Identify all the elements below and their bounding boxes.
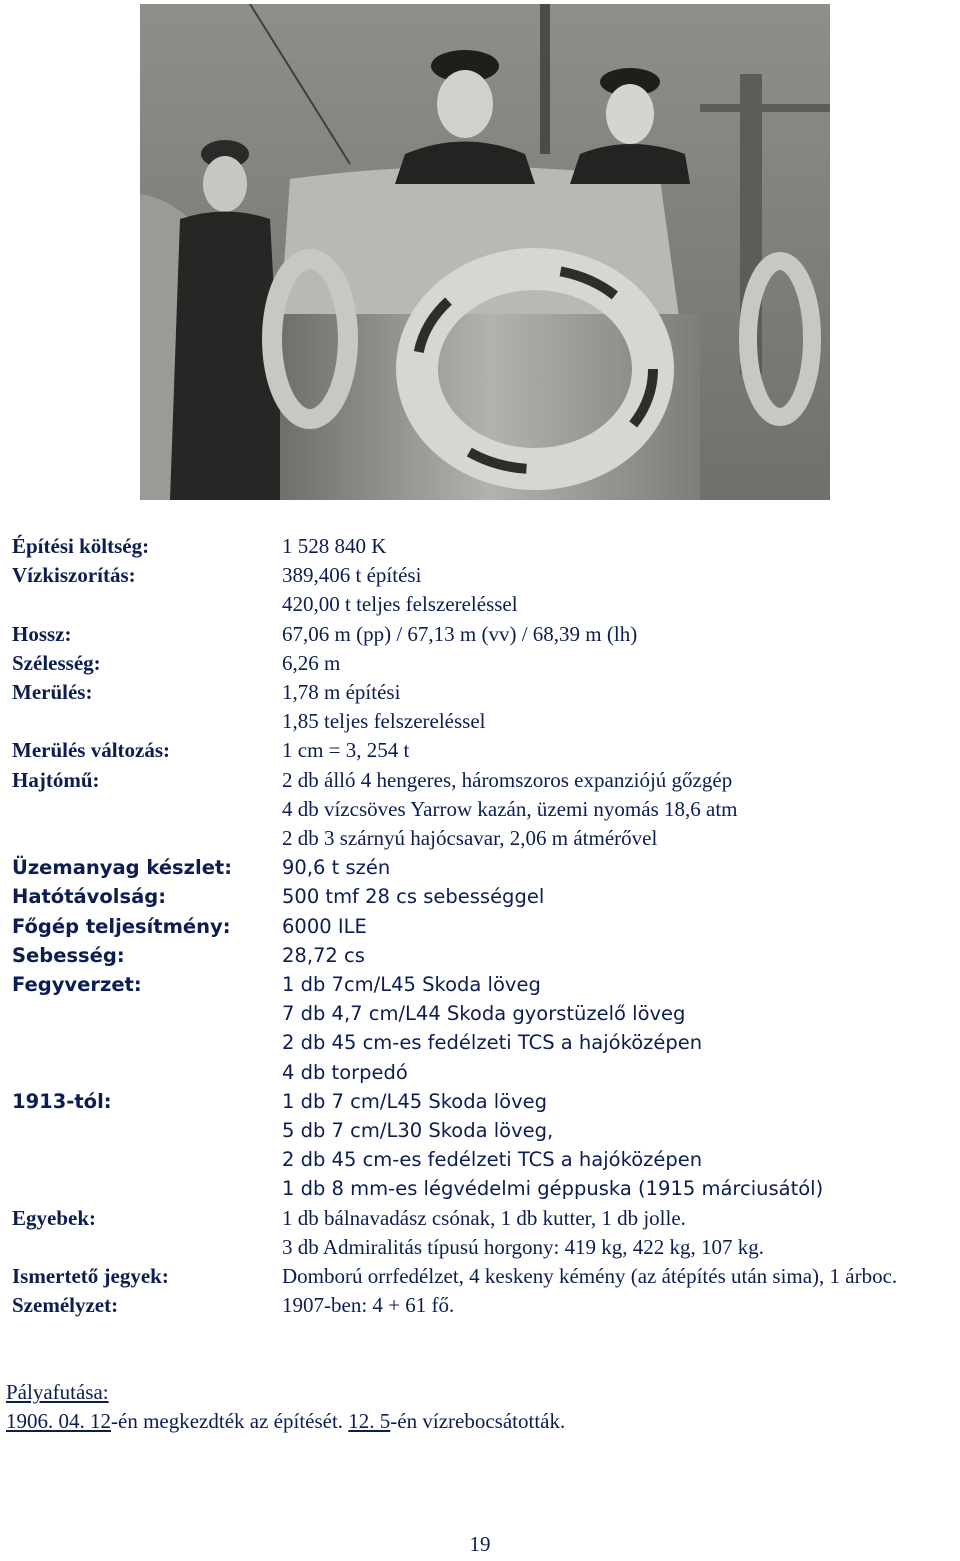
spec-value: 500 tmf 28 cs sebességgel — [282, 885, 545, 909]
spec-value: 1 db bálnavadász csónak, 1 db kutter, 1 db jolle. — [282, 1205, 686, 1230]
spec-value: 1 db 7cm/L45 Skoda löveg — [282, 973, 541, 997]
career-line — [6, 1407, 565, 1436]
construction-start-date: 1906. 04. 12 — [6, 1409, 111, 1433]
spec-row — [12, 853, 957, 882]
launch-text: -én vízrebocsátották. — [390, 1409, 566, 1433]
spec-label — [12, 590, 282, 619]
spec-row — [12, 941, 957, 970]
spec-value: 3 db Admiralitás típusú horgony: 419 kg, 422 kg, 107 kg. — [282, 1234, 765, 1259]
spec-value: 2 db 45 cm-es fedélzeti TCS a hajóközépen — [282, 1148, 703, 1172]
spec-label: Merülés: — [12, 680, 93, 705]
spec-value: 7 db 4,7 cm/L44 Skoda gyorstüzelő löveg — [282, 1002, 686, 1026]
spec-label — [12, 1116, 282, 1145]
spec-value: 6,26 m — [282, 650, 341, 675]
spec-label — [12, 999, 282, 1028]
spec-row — [12, 882, 957, 911]
spec-label — [12, 1174, 282, 1203]
spec-label: 1913-tól: — [12, 1089, 112, 1113]
spec-value: 2 db álló 4 hengeres, háromszoros expanziójú gőzgép — [282, 767, 733, 792]
spec-value: 2 db 45 cm-es fedélzeti TCS a hajóközépen — [282, 1031, 703, 1055]
spec-label — [12, 824, 282, 853]
spec-row — [12, 1087, 957, 1116]
spec-label: Egyebek: — [12, 1205, 96, 1230]
spec-label — [12, 1233, 282, 1262]
spec-label — [12, 795, 282, 824]
page-number: 19 — [469, 1532, 491, 1556]
spec-value: 67,06 m (pp) / 67,13 m (vv) / 68,39 m (lh) — [282, 621, 638, 646]
spec-row — [12, 1116, 957, 1145]
spec-value: 4 db torpedó — [282, 1060, 408, 1084]
spec-row — [12, 1233, 957, 1262]
specifications-table — [12, 532, 957, 1320]
spec-label: Szélesség: — [12, 650, 101, 675]
spec-value: 1,78 m építési — [282, 680, 401, 705]
spec-label — [12, 1028, 282, 1057]
spec-value: 1 528 840 K — [282, 534, 387, 558]
spec-value: 90,6 t szén — [282, 856, 391, 880]
spec-row — [12, 532, 957, 561]
spec-label: Személyzet: — [12, 1293, 119, 1318]
spec-row — [12, 707, 957, 736]
spec-value: 1 db 8 mm-es légvédelmi géppuska (1915 márciusától) — [282, 1177, 824, 1201]
spec-label: Hajtómű: — [12, 767, 100, 792]
spec-row — [12, 1028, 957, 1057]
spec-value: 1,85 teljes felszereléssel — [282, 709, 486, 734]
spec-row — [12, 1204, 957, 1233]
spec-value: 6000 ILE — [282, 914, 367, 938]
spec-value: 2 db 3 szárnyú hajócsavar, 2,06 m átmérővel — [282, 826, 658, 851]
spec-row — [12, 561, 957, 590]
spec-row — [12, 795, 957, 824]
spec-label: Merülés változás: — [12, 738, 171, 763]
spec-row — [12, 620, 957, 649]
spec-label — [12, 1145, 282, 1174]
spec-label — [12, 707, 282, 736]
spec-row — [12, 649, 957, 678]
spec-label — [12, 1058, 282, 1087]
spec-row — [12, 999, 957, 1028]
spec-value: 4 db vízcsöves Yarrow kazán, üzemi nyomás 18,6 atm — [282, 796, 738, 821]
spec-row — [12, 912, 957, 941]
spec-row — [12, 970, 957, 999]
spec-value: 1 cm = 3, 254 t — [282, 738, 410, 763]
spec-label: Építési költség: — [12, 534, 150, 558]
career-heading: Pályafutása: — [6, 1380, 109, 1404]
spec-row — [12, 590, 957, 619]
spec-row — [12, 1145, 957, 1174]
spec-row — [12, 824, 957, 853]
spec-value: 420,00 t teljes felszereléssel — [282, 592, 518, 617]
career-section — [6, 1378, 565, 1436]
launch-date: 12. 5 — [348, 1409, 391, 1433]
spec-value: 28,72 cs — [282, 943, 365, 967]
spec-value: Domború orrfedélzet, 4 keskeny kémény (az átépítés után sima), 1 árboc. — [282, 1264, 898, 1289]
spec-label: Sebesség: — [12, 943, 125, 967]
spec-value: 5 db 7 cm/L30 Skoda löveg, — [282, 1119, 554, 1143]
spec-row — [12, 766, 957, 795]
spec-value: 389,406 t építési — [282, 563, 422, 588]
spec-label: Fegyverzet: — [12, 973, 142, 997]
spec-label: Főgép teljesítmény: — [12, 914, 231, 938]
spec-row — [12, 1262, 957, 1291]
ship-bridge-photo — [140, 4, 830, 500]
spec-row — [12, 736, 957, 765]
spec-label: Hossz: — [12, 621, 72, 646]
spec-row — [12, 678, 957, 707]
spec-value: 1 db 7 cm/L45 Skoda löveg — [282, 1089, 548, 1113]
spec-row — [12, 1174, 957, 1203]
spec-value: 1907-ben: 4 + 61 fő. — [282, 1293, 455, 1318]
spec-label: Üzemanyag készlet: — [12, 856, 233, 880]
spec-row — [12, 1291, 957, 1320]
spec-row — [12, 1058, 957, 1087]
spec-label: Ismertető jegyek: — [12, 1264, 169, 1289]
construction-start-text: -én megkezdték az építését. — [111, 1409, 344, 1433]
spec-label: Hatótávolság: — [12, 885, 166, 909]
spec-label: Vízkiszorítás: — [12, 563, 136, 588]
